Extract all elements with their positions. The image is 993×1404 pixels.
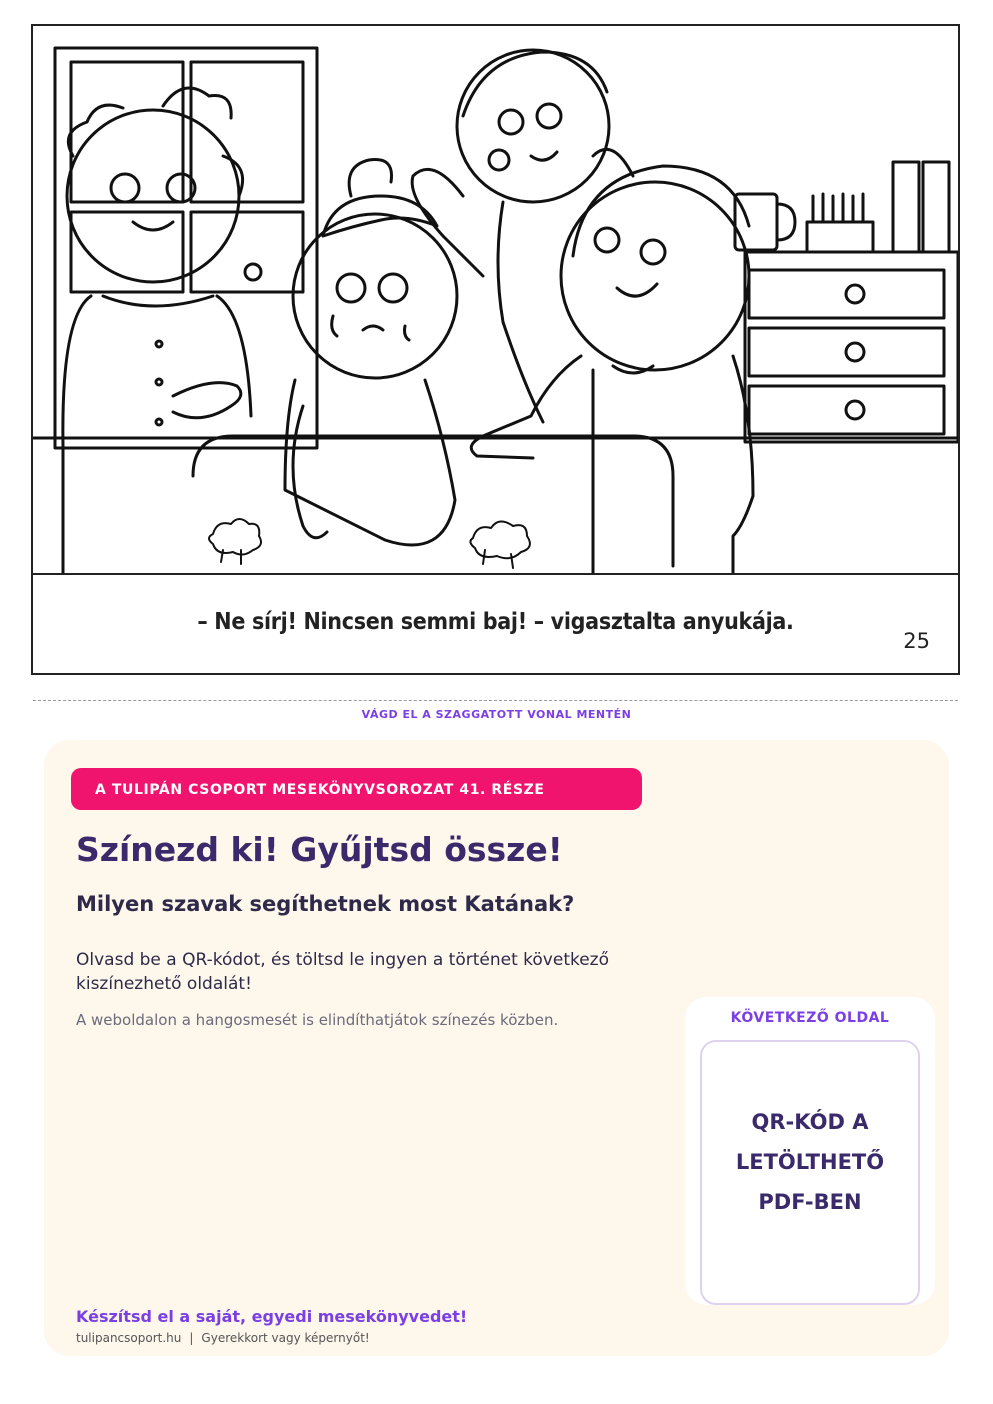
cut-instruction: VÁGD EL A SZAGGATOTT VONAL MENTÉN xyxy=(361,708,632,721)
footer-separator: | xyxy=(189,1331,194,1345)
binder xyxy=(893,162,919,252)
story-caption: – Ne sírj! Nincsen semmi baj! – vigasztalta anyukája. xyxy=(197,609,794,635)
binder xyxy=(923,162,949,252)
sheep-drawing xyxy=(470,521,529,568)
cabinet xyxy=(55,48,317,448)
question-subtitle: Milyen szavak segíthetnek most Katának? xyxy=(76,892,575,916)
pencil-cup xyxy=(807,222,873,252)
instructions-text: Olvasd be a QR-kódot, és töltsd le ingyen a történet következő kiszínezhető oldalát! xyxy=(76,950,610,994)
page-title: Színezd ki! Gyűjtsd össze! xyxy=(76,830,563,869)
dresser xyxy=(745,252,958,442)
footer-tagline: Gyerekkort vagy képernyőt! xyxy=(201,1331,370,1345)
qr-code-placeholder[interactable] xyxy=(700,1040,920,1305)
qr-placeholder-text: QR-KÓD A LETÖLTHETŐ PDF-BEN xyxy=(735,1110,885,1214)
sofa xyxy=(193,436,673,566)
audio-note: A weboldalon a hangosmesét is elindíthatjátok színezés közben. xyxy=(76,1011,559,1029)
call-to-action: Készítsd el a saját, egyedi mesekönyvedet! xyxy=(76,1307,468,1326)
grandfather-head xyxy=(67,110,239,282)
footer xyxy=(76,1331,370,1345)
grandmother-head xyxy=(457,50,609,202)
caption-area xyxy=(33,573,958,675)
website-link[interactable]: tulipancsoport.hu xyxy=(76,1331,182,1345)
qr-label: KÖVETKEZŐ OLDAL xyxy=(730,1010,890,1026)
cabinet-window-left xyxy=(71,62,183,202)
family-scene-drawing xyxy=(33,26,958,575)
info-card xyxy=(44,740,949,1356)
dashed-cut-line xyxy=(33,700,958,701)
series-badge: A TULIPÁN CSOPORT MESEKÖNYVSOROZAT 41. RÉSZE xyxy=(71,768,642,810)
cabinet-window-right xyxy=(191,62,303,202)
coloring-illustration xyxy=(31,24,960,675)
page-number: 25 xyxy=(903,629,930,653)
sheep-drawing xyxy=(209,519,261,564)
qr-panel xyxy=(685,997,935,1305)
